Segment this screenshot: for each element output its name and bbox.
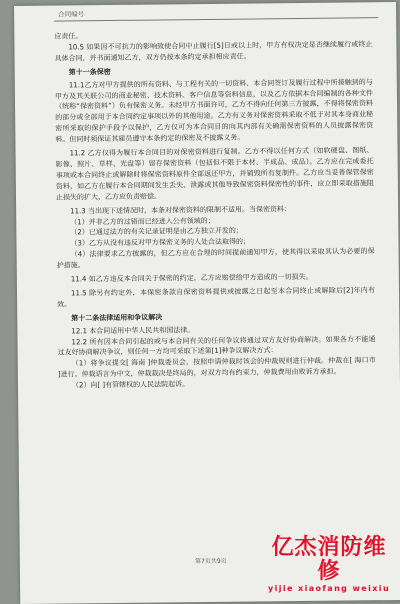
document-body bbox=[54, 28, 376, 391]
paragraph-11-3-item-1: （1）并非乙方的过错而已经进入公有领域的； bbox=[70, 216, 215, 226]
watermark-subtitle: yijie xiaofang weixiu bbox=[267, 584, 391, 593]
page-number: 第7页共9页 bbox=[194, 557, 227, 566]
watermark-logo bbox=[262, 536, 396, 594]
contract-page bbox=[14, 2, 400, 604]
header-divider bbox=[54, 17, 378, 21]
paragraph-10-5: 10.5 如果因不可抗力的影响致使合同中止履行[5]日或以上时，甲方有权决定是否继续履行或终止具体合同，并书面通知乙方，双方仍按本条约定承担相应责任。 bbox=[54, 40, 373, 63]
paragraph-12-2-option-2: （2）向[ ]有管辖权的人民法院起诉。 bbox=[71, 380, 190, 390]
paragraph-11-3-item-3: （3）乙方从没有违反对甲方保密义务的人处合法取得的； bbox=[70, 237, 250, 248]
paragraph-11-3-item-2: （2）已通过法方的有关记录证明是由乙方独立开发的； bbox=[70, 227, 243, 237]
section-heading-12: 第十二条法律适用和争议解决 bbox=[71, 313, 163, 323]
watermark-title: 亿杰消防维修 bbox=[271, 535, 387, 584]
paragraph-12-2-option-1: （1）将争议提交[ 海南 ]仲裁委员会，按照申请仲裁时该会的仲裁规则进行仲裁。仲裁在[ 海口市 ]进行。仲裁语言为中文，仲裁裁决是终局的，对双方均有约束力，仲裁费用由败诉方承担。 bbox=[57, 356, 376, 379]
paragraph-11-3: 11.3 当出现下述情况时，本条对保密资料的限制不适用。当保密资料： bbox=[70, 204, 291, 216]
paragraph-11-3-item-4: （4）法律要求乙方披露的，但乙方应在合理的时间提前通知甲方，使其得以采取其认为必要的保护措施。 bbox=[56, 247, 375, 270]
paragraph-12-2: 12.2 所有因本合同引起的或与本合同有关的任何争议将通过双方友好协商解决。如果各方不能通过友好协商解决争议，则任何一方均可采取下述第[1]种争议解决方式： bbox=[57, 334, 376, 358]
paragraph-11-4: 11.4 如乙方违反本合同关于保密的约定，乙方应赔偿给甲方造成的一切损失。 bbox=[70, 272, 313, 284]
paragraph-12-1: 12.1 本合同适用中华人民共和国法律。 bbox=[71, 325, 195, 336]
section-heading-11: 第十一条保密 bbox=[68, 67, 111, 77]
paragraph-11-5: 11.5 除另有约定外，本保密条款自保密资料提供或披露之日起至本合同终止或解除后[2]年内有效。 bbox=[57, 286, 376, 309]
paragraph-11-2: 11.2 乙方仅得为履行本合同目的对保密资料进行复制。乙方不得以任何方式（如软硬盘、图纸、影像、照片、草样、光盘等）留存保密资料（包括但不限于本材、半成品、成品）。乙方应在完成委托事项或本合同终止或解除时将保密资料原件全部返还甲方，并销毁所有复制件。乙方应当妥善保管保密资料，如乙方在履行本合同期间发生丢失、泄露或其他导致保密资料保密性的事件，应立即采取措施阻止损失的扩大，乙方应负责赔偿。 bbox=[55, 146, 374, 202]
paragraph-continuation: 应责任。 bbox=[54, 32, 83, 41]
paragraph-11-1: 11.1乙方对甲方提供的所有资料、与工程有关的一切资料、本合同签订及履行过程中所接触到的与甲方及其关联公司的商业秘密、技术资料、客户信息等资料信息，以及乙方依据本合同编制的各种文件（统称“保密资料”）负有保密义务。未经甲方书面许可，乙方不得向任何第三方披露，不得将保密资料的部分或全部用于本合同约定事项以外的其他用途。乙方有义务对保密资料采取不低于对其本身商业秘密所采取的保护手段予以保护，乙方仅可为本合同目的向其内部有关确需保密资料的人员披露保密资料。但同时须保证其雇员遵守本条约定的保密及不披露义务。 bbox=[54, 77, 374, 144]
contract-number-label: 合同编号 bbox=[58, 10, 85, 19]
